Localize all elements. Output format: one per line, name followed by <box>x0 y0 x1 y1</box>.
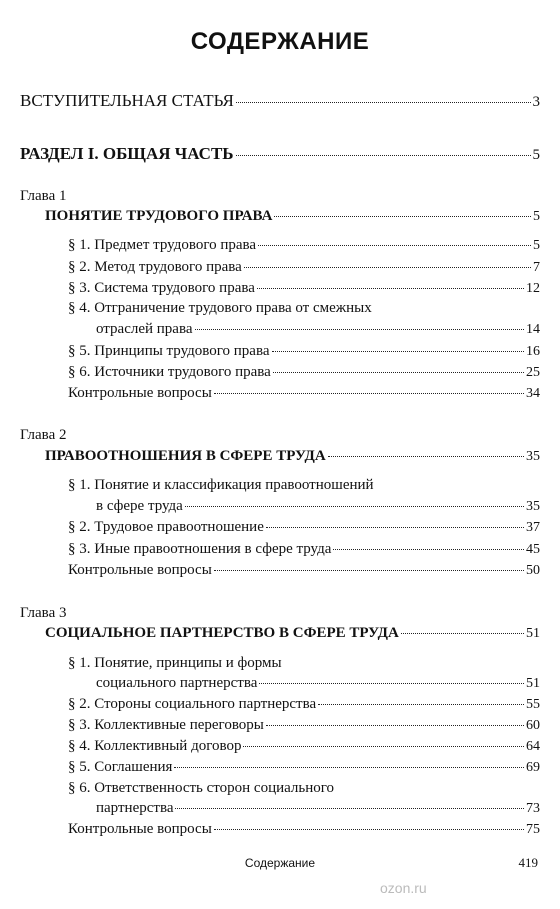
page-number: 419 <box>518 855 538 870</box>
toc-chapter-title <box>45 624 540 643</box>
toc-entry <box>68 342 540 361</box>
dot-leader <box>333 549 524 550</box>
dot-leader <box>328 456 524 457</box>
toc-entry-page: 64 <box>526 739 540 754</box>
dot-leader <box>236 155 531 156</box>
toc-entry-intro <box>20 92 540 111</box>
toc-entry-label: Контрольные вопросы <box>68 562 212 578</box>
toc-entry <box>68 258 540 277</box>
toc-entry-review-questions <box>68 820 540 839</box>
toc-entry-label: § 3. Система трудового права <box>68 280 255 296</box>
toc-entry-page: 45 <box>526 542 540 557</box>
toc-entry <box>68 518 540 537</box>
toc-entry-label: § 4. Коллективный договор <box>68 738 242 754</box>
toc-entry-label: § 3. Иные правоотношения в сфере труда <box>68 541 332 557</box>
dot-leader <box>214 393 524 394</box>
dot-leader <box>273 372 524 373</box>
dot-leader <box>243 746 524 747</box>
toc-entry <box>96 674 540 693</box>
toc-entry <box>96 497 540 516</box>
dot-leader <box>214 570 524 571</box>
toc-entry-label: ПОНЯТИЕ ТРУДОВОГО ПРАВА <box>45 208 273 224</box>
toc-entry <box>68 695 540 714</box>
toc-entry-label: § 5. Соглашения <box>68 759 173 775</box>
toc-entry-label: Контрольные вопросы <box>68 821 212 837</box>
toc-entry <box>96 799 540 818</box>
toc-entry-label: Контрольные вопросы <box>68 385 212 401</box>
toc-entry-label: § 4. Отграничение трудового права от смежных <box>68 300 372 316</box>
toc-entry-review-questions <box>68 384 540 403</box>
dot-leader <box>185 506 524 507</box>
toc-entry-label: § 2. Трудовое правоотношение <box>68 519 264 535</box>
toc-entry-page: 3 <box>532 94 540 110</box>
dot-leader <box>236 102 531 103</box>
toc-entry-label: СОЦИАЛЬНОЕ ПАРТНЕРСТВО В СФЕРЕ ТРУДА <box>45 625 399 641</box>
dot-leader <box>318 704 524 705</box>
toc-entry <box>68 363 540 382</box>
toc-entry-review-questions <box>68 561 540 580</box>
toc-entry <box>96 320 540 339</box>
chapter-heading: Глава 3 <box>20 605 67 621</box>
toc-entry-label: § 6. Ответственность сторон социального <box>68 780 335 796</box>
toc-entry-page: 12 <box>526 281 540 296</box>
dot-leader <box>214 829 524 830</box>
toc-entry-label: § 1. Понятие, принципы и формы <box>68 655 282 671</box>
chapter-heading: Глава 2 <box>20 427 67 443</box>
toc-entry-page: 5 <box>533 238 540 253</box>
toc-entry-label-continued: партнерства <box>96 800 174 816</box>
watermark: ozon.ru <box>380 880 427 896</box>
dot-leader <box>244 267 531 268</box>
toc-entry-label: § 5. Принципы трудового права <box>68 343 270 359</box>
toc-entry <box>68 758 540 777</box>
toc-entry-page: 55 <box>526 697 540 712</box>
toc-entry-label: § 6. Источники трудового права <box>68 364 271 380</box>
toc-entry-label-continued: социального партнерства <box>96 675 258 691</box>
toc-entry-label-continued: в сфере труда <box>96 498 183 514</box>
toc-entry-page: 7 <box>533 260 540 275</box>
chapter-heading: Глава 1 <box>20 188 67 204</box>
toc-entry <box>68 737 540 756</box>
dot-leader <box>401 633 524 634</box>
toc-entry-label: § 2. Стороны социального партнерства <box>68 696 317 712</box>
dot-leader <box>258 245 531 246</box>
dot-leader <box>272 351 524 352</box>
dot-leader <box>195 329 524 330</box>
dot-leader <box>259 683 524 684</box>
toc-entry-label: § 1. Понятие и классификация правоотношений <box>68 477 374 493</box>
dot-leader <box>266 527 524 528</box>
toc-entry-page: 51 <box>526 676 540 691</box>
toc-entry-label-continued: отраслей права <box>96 321 193 337</box>
toc-entry-page: 37 <box>526 520 540 535</box>
toc-entry <box>68 279 540 298</box>
toc-entry-page: 34 <box>526 386 540 401</box>
toc-entry-page: 69 <box>526 760 540 775</box>
toc-entry-label: РАЗДЕЛ I. ОБЩАЯ ЧАСТЬ <box>20 144 234 163</box>
toc-entry-page: 14 <box>526 322 540 337</box>
toc-entry-page: 25 <box>526 365 540 380</box>
toc-entry-page: 35 <box>526 499 540 514</box>
dot-leader <box>266 725 524 726</box>
toc-entry-page: 16 <box>526 344 540 359</box>
toc-entry-page: 60 <box>526 718 540 733</box>
toc-chapter-title <box>45 207 540 226</box>
toc-entry-page: 50 <box>526 563 540 578</box>
toc-entry-page: 5 <box>532 147 540 163</box>
running-footer-title: Содержание <box>244 856 316 870</box>
dot-leader <box>174 767 524 768</box>
toc-entry-page: 35 <box>526 449 540 464</box>
dot-leader <box>257 288 524 289</box>
toc-entry-page: 51 <box>526 626 540 641</box>
toc-entry-label: ПРАВООТНОШЕНИЯ В СФЕРЕ ТРУДА <box>45 448 326 464</box>
toc-entry-page: 5 <box>533 209 540 224</box>
toc-entry-page: 73 <box>526 801 540 816</box>
toc-entry <box>68 540 540 559</box>
toc-entry-label: ВСТУПИТЕЛЬНАЯ СТАТЬЯ <box>20 91 234 110</box>
toc-entry-page: 75 <box>526 822 540 837</box>
page-title: СОДЕРЖАНИЕ <box>190 28 370 55</box>
toc-entry-label: § 1. Предмет трудового права <box>68 237 257 253</box>
toc-entry-label: § 3. Коллективные переговоры <box>68 717 264 733</box>
toc-entry-part-1 <box>20 145 540 164</box>
toc-entry <box>68 236 540 255</box>
dot-leader <box>274 216 531 217</box>
toc-entry-label: § 2. Метод трудового права <box>68 259 242 275</box>
toc-entry <box>68 716 540 735</box>
toc-chapter-title <box>45 447 540 466</box>
dot-leader <box>175 808 524 809</box>
